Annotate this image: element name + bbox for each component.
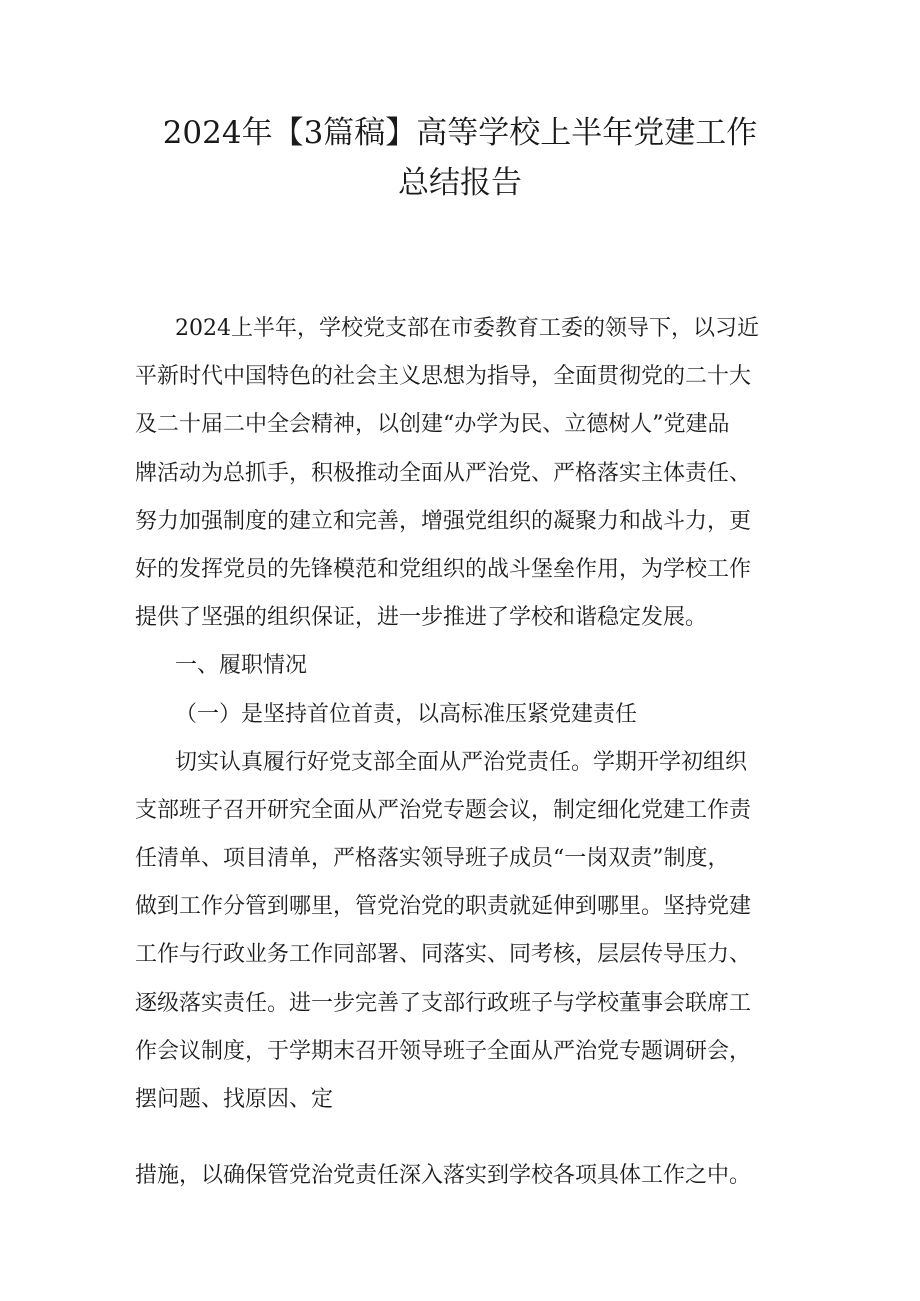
main-line: 切实认真履行好党支部全面从严治党责任。学期开学初组织 bbox=[175, 749, 748, 775]
title-line-2: 总结报告 bbox=[398, 165, 522, 201]
main-line: 作会议制度，于学期末召开领导班子全面从严治党专题调研会， bbox=[135, 1038, 752, 1064]
intro-line: 牌活动为总抓手，积极推动全面从严治党、严格落实主体责任、 bbox=[135, 460, 752, 486]
intro-line: 2024上半年，学校党支部在市委教育工委的领导下，以习近 bbox=[175, 316, 759, 341]
main-line: 做到工作分管到哪里，管党治党的职责就延伸到哪里。坚持党建 bbox=[135, 894, 752, 920]
intro-line: 及二十届二中全会精神，以创建“办学为民、立德树人”党建品 bbox=[135, 412, 730, 438]
intro-line: 平新时代中国特色的社会主义思想为指导，全面贯彻党的二十大 bbox=[135, 364, 752, 390]
main-line: 摆问题、找原因、定 bbox=[135, 1087, 334, 1112]
main-line: 工作与行政业务工作同部署、同落实、同考核，层层传导压力、 bbox=[135, 942, 752, 968]
main-line: 支部班子召开研究全面从严治党专题会议，制定细化党建工作责 bbox=[135, 797, 752, 823]
main-line: 任清单、项目清单，严格落实领导班子成员“一岗双责”制度， bbox=[135, 846, 730, 872]
subsection-heading: （一）是坚持首位首责，以高标准压紧党建责任 bbox=[175, 701, 638, 727]
section-heading: 一、履职情况 bbox=[175, 653, 308, 679]
document-title bbox=[110, 108, 810, 208]
tail-line: 措施，以确保管党治党责任深入落实到学校各项具体工作之中。 bbox=[135, 1163, 752, 1188]
intro-line: 努力加强制度的建立和完善，增强党组织的凝聚力和战斗力，更 bbox=[135, 508, 752, 534]
intro-line: 提供了坚强的组织保证，进一步推进了学校和谐稳定发展。 bbox=[135, 605, 708, 631]
main-line: 逐级落实责任。进一步完善了支部行政班子与学校董事会联席工 bbox=[135, 990, 752, 1016]
title-line-1: 2024年【3篇稿】高等学校上半年党建工作 bbox=[162, 115, 758, 151]
intro-line: 好的发挥党员的先锋模范和党组织的战斗堡垒作用，为学校工作 bbox=[135, 556, 752, 582]
document-body bbox=[135, 305, 785, 1124]
